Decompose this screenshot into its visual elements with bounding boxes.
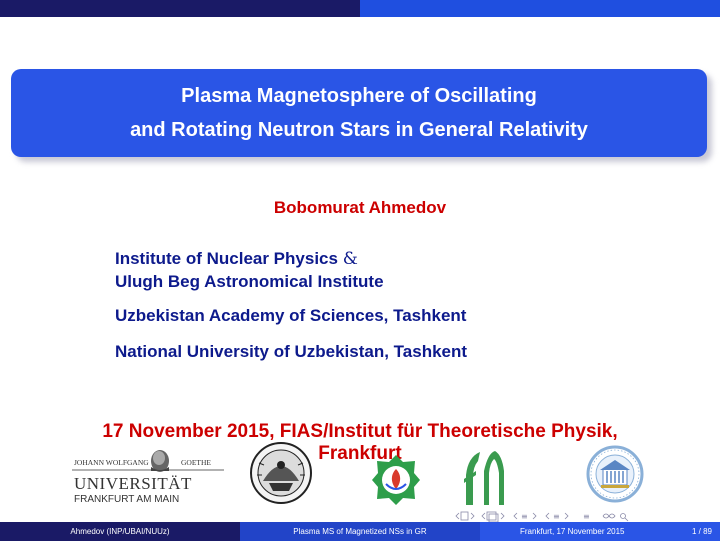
footer-author: Ahmedov (INP/UBAI/NUUz) [0, 522, 240, 541]
university-seal-logo [586, 445, 644, 503]
title-line-2: and Rotating Neutron Stars in General Relativity [130, 119, 588, 141]
beamer-navigation[interactable] [455, 509, 715, 521]
footer-page-number: 1 / 89 [691, 527, 712, 536]
star-emblem-logo [371, 454, 421, 506]
institute-2: Ulugh Beg Astronomical Institute [115, 272, 384, 291]
header-bar [0, 0, 720, 17]
author-name: Bobomurat Ahmedov [273, 198, 447, 217]
title-line-1: Plasma Magnetosphere of Oscillating [181, 85, 537, 107]
svg-text:≡: ≡ [583, 512, 590, 521]
institute-4: National University of Uzbekistan, Tashkent [115, 342, 468, 361]
date-venue-line-1: 17 November 2015, FIAS/Institut für Theoretische Physik, [102, 421, 618, 442]
svg-text:≡: ≡ [553, 512, 560, 521]
svg-text:≡: ≡ [521, 512, 528, 521]
goethe-university-logo [72, 449, 224, 504]
seal-logo [249, 441, 313, 505]
footer-right [480, 522, 720, 541]
header-bar-right [360, 0, 720, 17]
institute-1-name: Institute of Nuclear Physics [115, 249, 338, 268]
footer-short-title: Plasma MS of Magnetized NSs in GR [240, 522, 480, 541]
institute-3: Uzbekistan Academy of Sciences, Tashkent [115, 306, 467, 325]
institute-1 [115, 249, 358, 269]
header-bar-left [0, 0, 360, 17]
footer-event: Frankfurt, 17 November 2015 [520, 527, 625, 536]
date-venue-line-2: Frankfurt [318, 443, 402, 464]
goethe-main-text: UNIVERSITÄT [74, 474, 192, 493]
goethe-name-right: GOETHE [181, 458, 211, 467]
arches-logo [462, 449, 506, 506]
title-box [11, 69, 707, 157]
goethe-sub-text: FRANKFURT AM MAIN [74, 494, 180, 504]
goethe-name-left: JOHANN WOLFGANG [74, 458, 149, 467]
footer-bar [0, 522, 720, 541]
ampersand: & [342, 249, 358, 269]
